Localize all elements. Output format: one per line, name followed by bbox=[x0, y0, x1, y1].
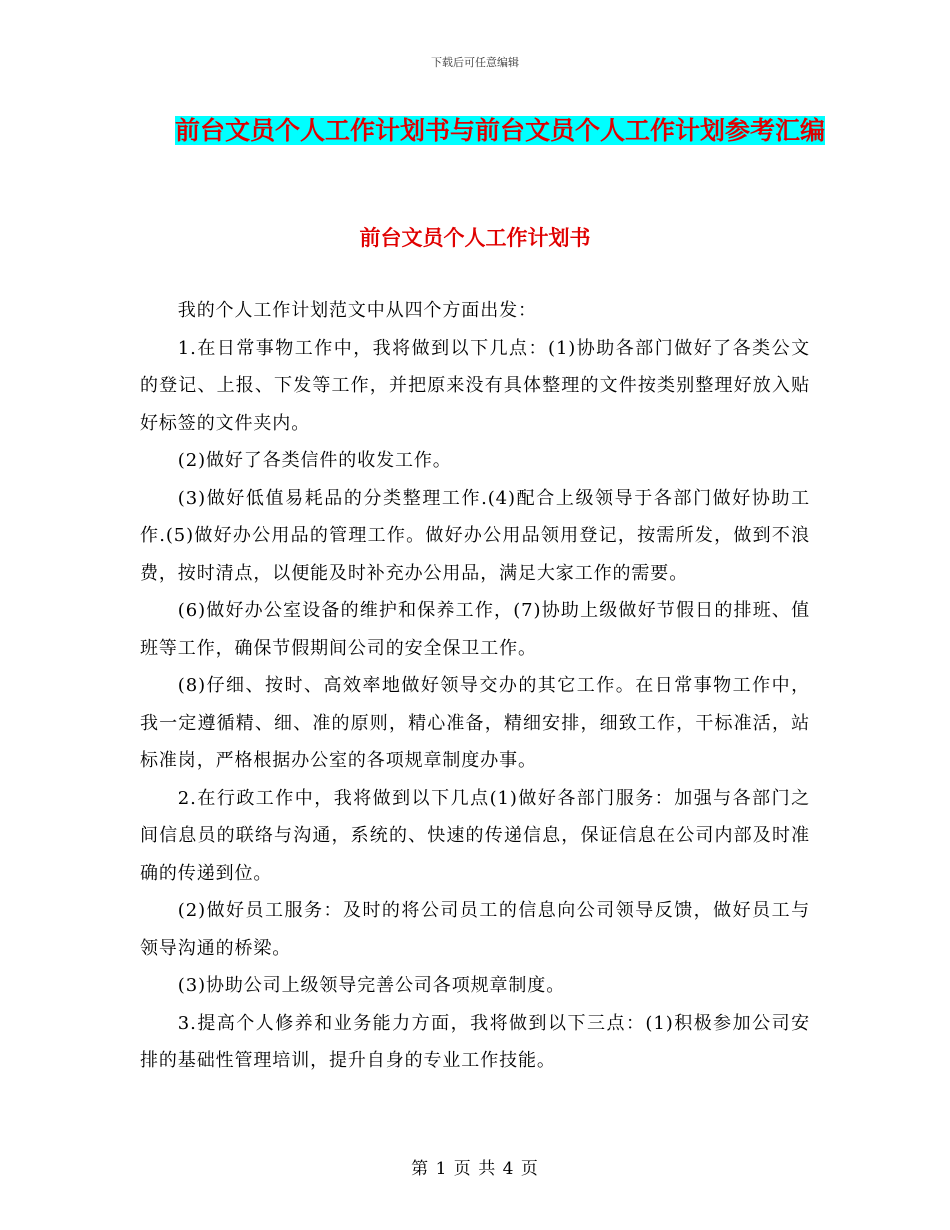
paragraph: 2.在行政工作中，我将做到以下几点(1)做好各部门服务：加强与各部门之间信息员的联络与沟通，系统的、快速的传递信息，保证信息在公司内部及时准确的传递到位。 bbox=[140, 787, 810, 884]
paragraph: (2)做好员工服务：及时的将公司员工的信息向公司领导反馈，做好员工与领导沟通的桥梁。 bbox=[140, 900, 810, 959]
paragraph: (3)协助公司上级领导完善公司各项规章制度。 bbox=[177, 975, 566, 996]
paragraph: 3.提高个人修养和业务能力方面，我将做到以下三点：(1)积极参加公司安排的基础性管理培训，提升自身的专业工作技能。 bbox=[140, 1012, 810, 1071]
paragraph: (2)做好了各类信件的收发工作。 bbox=[177, 450, 452, 471]
page-number-footer: 第 1 页 共 4 页 bbox=[411, 1159, 539, 1179]
paragraph: (8)仔细、按时、高效率地做好领导交办的其它工作。在日常事物工作中，我一定遵循精、细、准的原则，精心准备，精细安排，细致工作，干标准活，站标准岗，严格根据办公室的各项规章制度办事。 bbox=[140, 675, 810, 771]
section-title: 前台文员个人工作计划书 bbox=[359, 226, 591, 250]
document-title bbox=[140, 108, 860, 154]
paragraph: 我的个人工作计划范文中从四个方面出发： bbox=[177, 300, 537, 321]
paragraph: (6)做好办公室设备的维护和保养工作，(7)协助上级做好节假日的排班、值班等工作，确保节假期间公司的安全保卫工作。 bbox=[140, 600, 810, 659]
paragraph: 1.在日常事物工作中，我将做到以下几点：(1)协助各部门做好了各类公文的登记、上报、下发等工作，并把原来没有具体整理的文件按类别整理好放入贴好标签的文件夹内。 bbox=[140, 337, 810, 434]
document-title-text: 前台文员个人工作计划书与前台文员个人工作计划参考汇编 bbox=[174, 116, 825, 145]
document-body bbox=[140, 292, 810, 1080]
paragraph: (3)做好低值易耗品的分类整理工作.(4)配合上级领导于各部门做好协助工作.(5)做好办公用品的管理工作。做好办公用品领用登记，按需所发，做到不浪费，按时清点，以便能及时补充办公用品，满足大家工作的需要。 bbox=[140, 487, 810, 584]
header-note: 下载后可任意编辑 bbox=[431, 56, 519, 69]
